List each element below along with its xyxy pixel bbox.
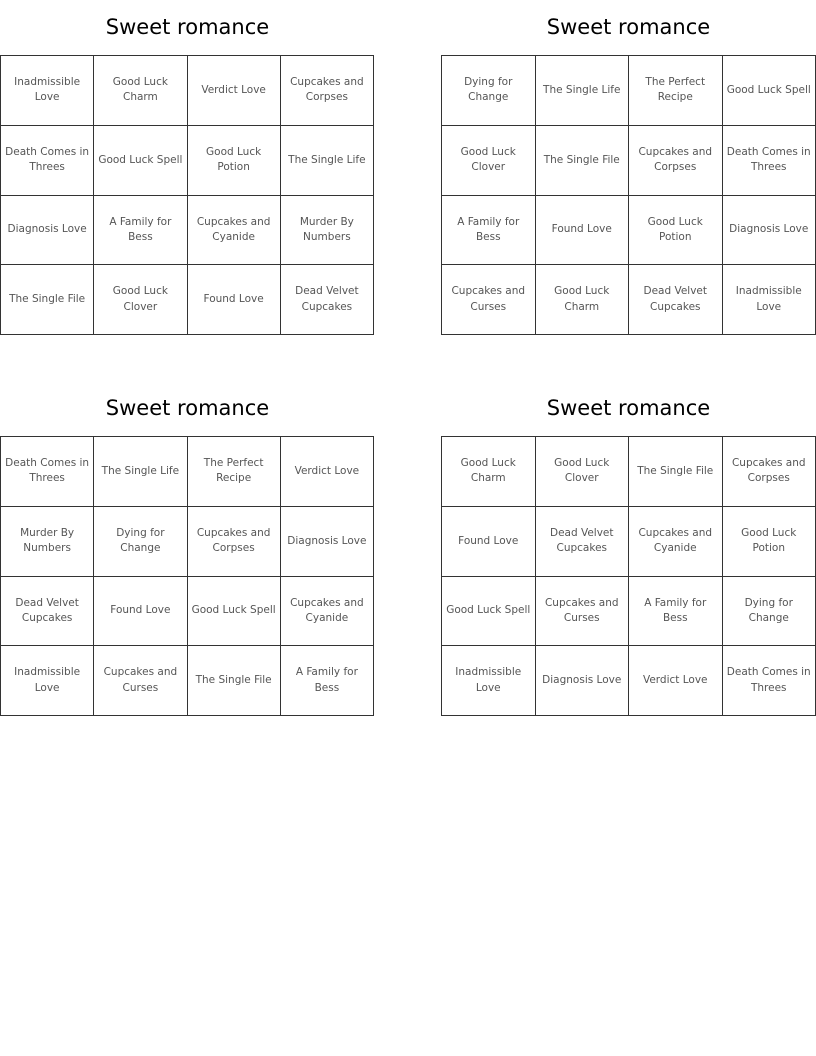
bingo-cell: Death Comes in Threes <box>723 126 816 196</box>
bingo-cell: Found Love <box>188 265 281 335</box>
bingo-cell: Cupcakes and Cyanide <box>188 196 281 266</box>
bingo-cell: Good Luck Clover <box>94 265 187 335</box>
bingo-cell: Verdict Love <box>281 437 374 507</box>
bingo-grid <box>441 55 816 335</box>
bingo-cell: Dying for Change <box>723 577 816 647</box>
bingo-cell: Good Luck Potion <box>188 126 281 196</box>
bingo-cell: Cupcakes and Curses <box>442 265 536 335</box>
bingo-cell: Found Love <box>442 507 536 577</box>
bingo-card-3 <box>0 381 375 716</box>
bingo-cell: The Single File <box>629 437 723 507</box>
card-title: Sweet romance <box>546 15 711 39</box>
bingo-cell: Cupcakes and Cyanide <box>629 507 723 577</box>
bingo-cell: Good Luck Spell <box>94 126 187 196</box>
bingo-grid <box>441 436 816 716</box>
bingo-cell: Inadmissible Love <box>723 265 816 335</box>
bingo-cell: Cupcakes and Curses <box>94 646 187 716</box>
bingo-cell: Verdict Love <box>629 646 723 716</box>
card-title: Sweet romance <box>105 15 270 39</box>
bingo-cell: The Perfect Recipe <box>188 437 281 507</box>
bingo-cell: Good Luck Clover <box>536 437 630 507</box>
bingo-cell: Cupcakes and Corpses <box>629 126 723 196</box>
bingo-cell: Found Love <box>536 196 630 266</box>
bingo-cell: Good Luck Spell <box>188 577 281 647</box>
bingo-cell: Dead Velvet Cupcakes <box>1 577 94 647</box>
bingo-cell: Murder By Numbers <box>281 196 374 266</box>
bingo-cell: Death Comes in Threes <box>1 126 94 196</box>
bingo-grid <box>0 436 374 716</box>
bingo-card-1 <box>0 0 375 335</box>
bingo-cell: Dead Velvet Cupcakes <box>536 507 630 577</box>
card-title: Sweet romance <box>105 396 270 420</box>
bingo-cell: The Single File <box>188 646 281 716</box>
card-title: Sweet romance <box>546 396 711 420</box>
bingo-cell: Cupcakes and Corpses <box>723 437 816 507</box>
bingo-card-2 <box>441 0 816 335</box>
bingo-cell: The Perfect Recipe <box>629 56 723 126</box>
bingo-cell: Diagnosis Love <box>281 507 374 577</box>
bingo-cell: A Family for Bess <box>281 646 374 716</box>
bingo-cell: Murder By Numbers <box>1 507 94 577</box>
bingo-cell: Dying for Change <box>442 56 536 126</box>
bingo-cell: Death Comes in Threes <box>723 646 816 716</box>
bingo-cell: Good Luck Clover <box>442 126 536 196</box>
bingo-cell: A Family for Bess <box>94 196 187 266</box>
bingo-cell: Cupcakes and Cyanide <box>281 577 374 647</box>
bingo-cell: Cupcakes and Corpses <box>281 56 374 126</box>
bingo-cell: Good Luck Potion <box>723 507 816 577</box>
bingo-cell: The Single File <box>1 265 94 335</box>
bingo-cell: Inadmissible Love <box>1 646 94 716</box>
bingo-cell: Good Luck Spell <box>442 577 536 647</box>
bingo-cell: A Family for Bess <box>629 577 723 647</box>
bingo-cell: Diagnosis Love <box>723 196 816 266</box>
bingo-cell: The Single File <box>536 126 630 196</box>
bingo-cell: Verdict Love <box>188 56 281 126</box>
bingo-cell: Cupcakes and Corpses <box>188 507 281 577</box>
bingo-cell: Good Luck Charm <box>442 437 536 507</box>
bingo-cell: Death Comes in Threes <box>1 437 94 507</box>
bingo-cell: Found Love <box>94 577 187 647</box>
bingo-cell: The Single Life <box>94 437 187 507</box>
bingo-cell: A Family for Bess <box>442 196 536 266</box>
bingo-card-4 <box>441 381 816 716</box>
bingo-cell: Good Luck Charm <box>536 265 630 335</box>
bingo-cell: Inadmissible Love <box>442 646 536 716</box>
bingo-grid <box>0 55 374 335</box>
bingo-cell: Diagnosis Love <box>536 646 630 716</box>
bingo-cell: Inadmissible Love <box>1 56 94 126</box>
bingo-cell: Good Luck Charm <box>94 56 187 126</box>
bingo-cell: Good Luck Potion <box>629 196 723 266</box>
bingo-cell: Dead Velvet Cupcakes <box>629 265 723 335</box>
bingo-cell: Dying for Change <box>94 507 187 577</box>
bingo-cell: The Single Life <box>536 56 630 126</box>
bingo-cell: Good Luck Spell <box>723 56 816 126</box>
bingo-cell: Cupcakes and Curses <box>536 577 630 647</box>
bingo-cell: Dead Velvet Cupcakes <box>281 265 374 335</box>
bingo-cell: The Single Life <box>281 126 374 196</box>
bingo-cell: Diagnosis Love <box>1 196 94 266</box>
